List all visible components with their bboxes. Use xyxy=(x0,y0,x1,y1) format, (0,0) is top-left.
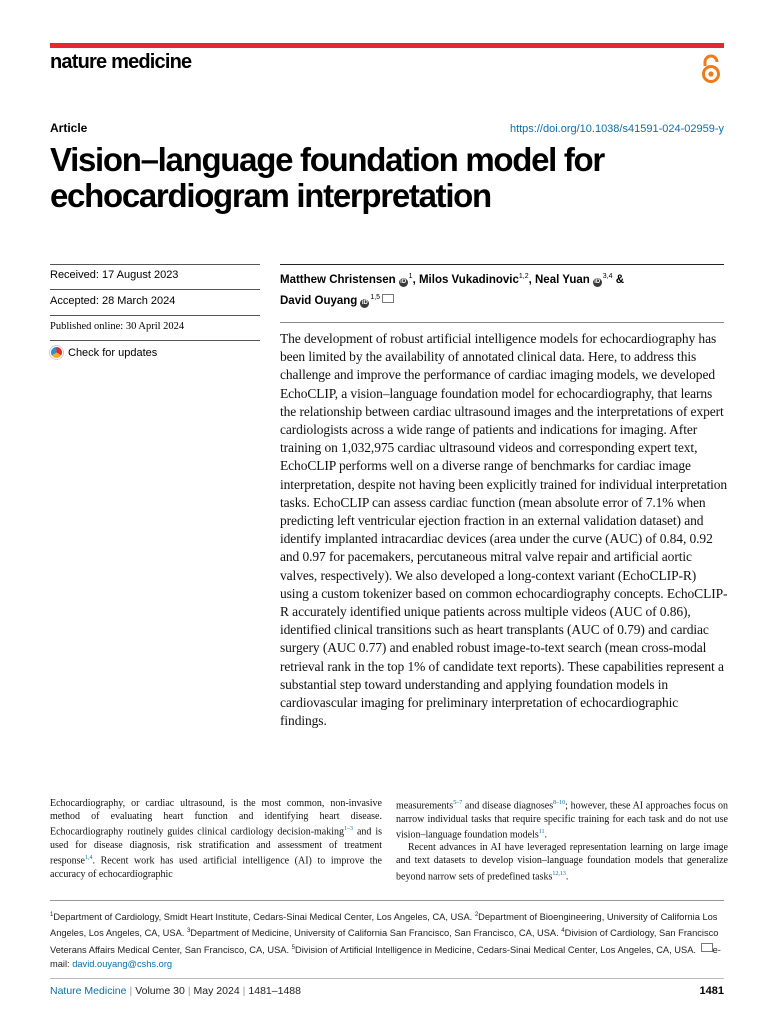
author-affiliation-sup: 3,4 xyxy=(602,273,613,280)
body-text: Recent advances in AI have leveraged representation learning on large image and text datasets to develop vision–language foundation models that generalize beyond narrow sets of predefined tasks xyxy=(396,842,728,882)
affiliation-text: Department of Bioengineering, University of California Los Angeles, Los Angeles, CA, USA. xyxy=(50,912,718,939)
footer-divider xyxy=(50,978,724,979)
meta-divider xyxy=(50,264,260,265)
email-link[interactable]: david.ouyang@cshs.org xyxy=(72,958,173,969)
journal-name: nature medicine xyxy=(50,51,192,73)
orcid-icon[interactable]: iD xyxy=(594,278,601,285)
author-separator: & xyxy=(612,273,624,286)
author-affiliation-sup: 1,2 xyxy=(518,273,529,280)
open-access-icon xyxy=(700,54,722,84)
orcid-icon[interactable]: iD xyxy=(400,278,407,285)
author-affiliation-sup: 1,5 xyxy=(370,293,381,301)
author-list xyxy=(280,268,720,310)
footer-citation xyxy=(50,985,301,997)
body-text: . Recent work has used artificial intelligence (AI) to improve the accuracy of echocardiographic xyxy=(50,855,382,880)
footer-volume: Volume 30 xyxy=(135,985,185,997)
affiliation-sup: 2 xyxy=(474,912,479,918)
check-for-updates-button[interactable] xyxy=(50,346,157,359)
body-text: and is used for disease diagnosis, risk stratification and assessment of treatment response xyxy=(50,826,383,867)
check-updates-label: Check for updates xyxy=(68,346,158,359)
footer-separator: | xyxy=(187,985,191,997)
author-name[interactable]: Matthew Christensen xyxy=(280,273,396,286)
published-date: Published online: 30 April 2024 xyxy=(50,321,185,332)
top-accent-bar xyxy=(50,43,724,48)
affiliation-sup: 3 xyxy=(186,928,191,935)
footer-separator: | xyxy=(242,985,246,997)
accepted-date: Accepted: 28 March 2024 xyxy=(50,295,176,307)
reference-link[interactable]: 1,4 xyxy=(85,855,93,862)
author-affiliation-sup: 1 xyxy=(408,273,413,280)
affiliations xyxy=(50,908,726,971)
body-column-right xyxy=(396,797,728,883)
orcid-icon[interactable]: iD xyxy=(361,299,368,306)
footer-journal[interactable]: Nature Medicine xyxy=(50,985,127,997)
reference-link[interactable]: 8–10 xyxy=(553,800,566,806)
affiliation-text: Division of Artificial Intelligence in Medicine, Cedars-Sinai Medical Center, Los Angeles, CA, USA. xyxy=(295,944,699,955)
footer-date: May 2024 xyxy=(193,985,240,997)
body-text: measurements xyxy=(396,800,454,812)
email-envelope-icon xyxy=(701,943,713,952)
body-paragraph xyxy=(396,841,728,883)
doi-link[interactable]: https://doi.org/10.1038/s41591-024-02959-y xyxy=(509,123,724,135)
reference-link[interactable]: 5–7 xyxy=(453,800,463,806)
body-text: . xyxy=(544,829,548,841)
body-paragraph xyxy=(396,797,728,841)
affiliation-sup: 5 xyxy=(291,944,295,951)
body-text: ; however, these AI approaches focus on narrow individual tasks that require specific training for each task and do not use vision–language foundation models xyxy=(396,800,728,841)
article-type-label: Article xyxy=(50,121,88,135)
affiliation-text: Department of Medicine, University of California San Francisco, San Francisco, CA, USA. xyxy=(190,928,562,939)
page-number: 1481 xyxy=(699,985,724,997)
body-column-left xyxy=(50,797,382,881)
article-title: Vision–language foundation model for echocardiogram interpretation xyxy=(50,141,604,214)
abstract-divider xyxy=(280,322,724,323)
meta-divider xyxy=(50,315,260,316)
reference-link[interactable]: 11 xyxy=(538,828,545,835)
affiliation-text: Division of Cardiology, San Francisco Veterans Affairs Medical Center, San Francisco, CA, USA. xyxy=(50,928,719,955)
reference-link[interactable]: 12,13 xyxy=(552,870,566,877)
author-separator: , xyxy=(412,273,419,286)
abstract-text: The development of robust artificial intelligence models for echocardiography has been limited by the availability of annotated clinical data. Here, to address this challenge and improve the performance of cardiac imaging models, we developed EchoCLIP, a vision–language foundation model for echocardiography, that learns the relationship between cardiac ultrasound images and the interpretations of expert cardiologists across a wide range of patients and indications for imaging. After training on 1,032,975 cardiac ultrasound videos and corresponding expert text, EchoCLIP performs well on a diverse range of benchmarks for cardiac image interpretation, despite not having been explicitly trained for individual interpretation tasks. EchoCLIP can assess cardiac function (mean absolute error of 7.1% when predicting left ventricular ejection fraction in an external validation dataset) and identify implanted intracardiac devices (area under the curve (AUC) of 0.84, 0.92 and 0.97 for pacemakers, percutaneous mitral valve repair and artificial aortic valves, respectively). We also developed a long-context variant (EchoCLIP-R) using a custom tokenizer based on common echocardiography concepts. EchoCLIP-R accurately identified unique patients across multiple videos (AUC of 0.86), identified clinical transitions such as heart transplants (AUC of 0.79) and cardiac surgery (AUC 0.77) and enabled robust image-to-text search (mean cross-modal retrieval rank in the top 1% of candidate text reports). These capabilities represent a substantial step toward understanding and applying foundation models in cardiovascular imaging for preliminary interpretation of echocardiographic findings. xyxy=(280,331,728,729)
email-label: e-mail: xyxy=(50,944,721,969)
email-envelope-icon[interactable] xyxy=(382,294,394,303)
body-text: Echocardiography, or cardiac ultrasound, is the most common, non-invasive method of evaluating heart function and identifying heart disease. Echocardiography routinely guides clinical cardiology decision-making xyxy=(50,798,382,838)
affiliation-text: Department of Cardiology, Smidt Heart Institute, Cedars-Sinai Medical Center, Los Angeles, CA, USA. xyxy=(53,912,475,923)
footer-separator: | xyxy=(129,985,133,997)
body-text: . xyxy=(565,871,569,882)
author-name[interactable]: David Ouyang xyxy=(280,294,358,307)
affiliation-sup: 1 xyxy=(50,912,54,918)
meta-divider xyxy=(50,289,260,290)
body-paragraph xyxy=(50,797,382,881)
affiliation-sup: 4 xyxy=(561,928,565,935)
author-name[interactable]: Milos Vukadinovic xyxy=(418,273,519,286)
reference-link[interactable]: 1–3 xyxy=(344,826,354,833)
check-updates-icon xyxy=(50,346,63,359)
author-name[interactable]: Neal Yuan xyxy=(535,273,590,286)
received-date: Received: 17 August 2023 xyxy=(50,269,179,281)
body-text: and disease diagnoses xyxy=(462,800,554,812)
affiliations-divider xyxy=(50,900,724,901)
authors-divider xyxy=(280,264,724,265)
meta-divider xyxy=(50,340,260,341)
footer-pages: 1481–1488 xyxy=(248,985,301,997)
author-separator: , xyxy=(528,273,535,286)
